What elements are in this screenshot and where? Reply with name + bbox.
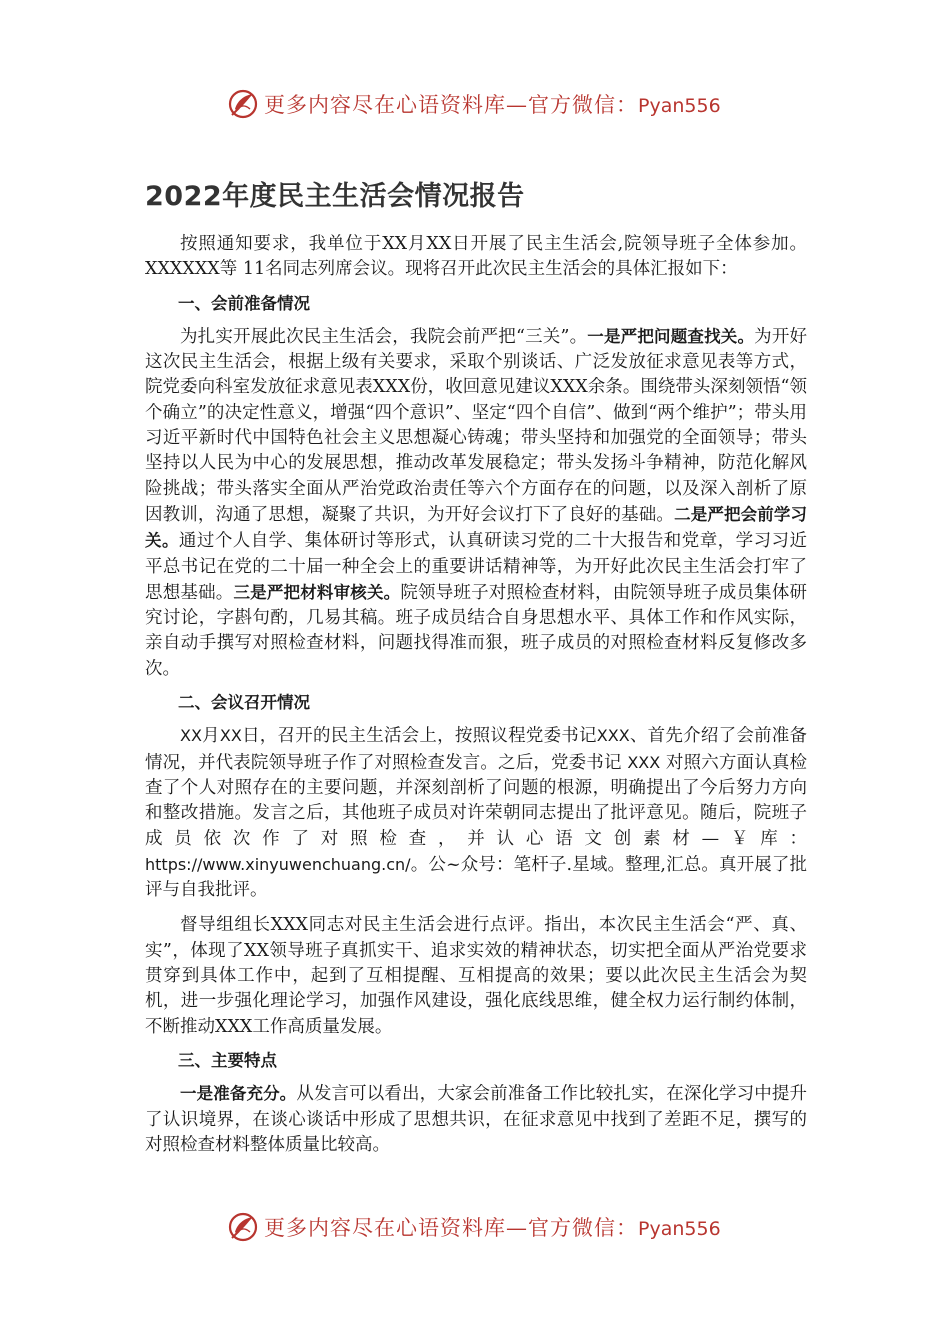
bold-phrase: 二是严把会前学习关。	[145, 504, 808, 551]
section-heading-1: 一、会前准备情况	[178, 293, 310, 313]
section-heading-3: 三、主要特点	[178, 1050, 277, 1070]
watermark-text: 更多内容尽在心语资料库—官方微信：Pyan556	[264, 1216, 721, 1240]
intro-paragraph: 按照通知要求，我单位于XX月XX日开展了民主生活会,院领导班子全体参加。XXXXXX等 11名同志列席会议。现将召开此次民主生活会的具体汇报如下：	[145, 234, 807, 280]
document-body	[145, 232, 807, 1158]
section-3-paragraph-1: 一是准备充分。从发言可以看出，大家会前准备工作比较扎实，在深化学习中提升了认识境界，在谈心谈话中形成了思想共识，在征求意见中找到了差距不足，撰写的对照检查材料整体质量比较高。	[145, 1084, 808, 1155]
bold-phrase: 三是严把材料审核关。	[233, 582, 401, 602]
lotus-logo-icon	[226, 87, 260, 121]
bold-phrase: 一是严把问题查找关。	[587, 326, 755, 346]
section-2-paragraph-2: 督导组组长XXX同志对民主生活会进行点评。指出，本次民主生活会“严、真、实”，体现了XX领导班子真抓实干、追求实效的精神状态，切实把全面从严治党要求贯穿到具体工作中，起到了互相提醒、互相提高的效果；要以此次民主生活会为契机，进一步强化理论学习，加强作风建设，强化底线思维，健全权力运行制约体制，不断推动XXX工作高质量发展。	[145, 915, 807, 1037]
header-watermark-banner	[226, 86, 746, 122]
watermark-text: 更多内容尽在心语资料库—官方微信：Pyan556	[264, 93, 721, 117]
watermark-handle: Pyan556	[638, 1218, 721, 1240]
footer-watermark-banner	[226, 1209, 746, 1245]
section-2-paragraph-1: XX月XX日，召开的民主生活会上，按照议程党委书记XXX、首先介绍了会前准备情况，并代表院领导班子作了对照检查发言。之后，党委书记 XXX 对照六方面认真检查了个人对照存在的主要问题，并深刻剖析了问题的根源，明确提出了今后努力方向和整改措施。发言之后，其他班子成员对许荣朝同志提出了批评意见。随后，院班子成员依次作了对照检查，并认心语文创素材—￥库：https://www.xinyuwenchuang.cn/。公~众号：笔杆子.星域。整理,汇总。真开展了批评与自我批评。	[145, 726, 808, 901]
source-url: https://www.xinyuwenchuang.cn/	[145, 854, 411, 874]
page-title: 2022年度民主生活会情况报告	[145, 181, 525, 212]
section-1-paragraph: 为扎实开展此次民主生活会，我院会前严把“三关”。一是严把问题查找关。为开好这次民主生活会，根据上级有关要求，采取个别谈话、广泛发放征求意见表等方式，院党委向科室发放征求意见表XXX份，收回意见建议XXX余条。围绕带头深刻领悟“领个确立”的决定性意义，增强“四个意识”、坚定“四个自信”、做到“两个维护”；带头用习近平新时代中国特色社会主义思想凝心铸魂；带头坚持和加强党的全面领导；带头坚持以人民为中心的发展思想，推动改革发展稳定；带头发扬斗争精神，防范化解风险挑战；带头落实全面从严治党政治责任等六个方面存在的问题，以及深入剖析了原因教训，沟通了思想，凝聚了共识，为开好会议打下了良好的基础。二是严把会前学习关。通过个人自学、集体研讨等形式，认真研读习党的二十大报告和党章，学习习近平总书记在党的二十届一种全会上的重要讲话精神等，为开好此次民主生活会打牢了思想基础。三是严把材料审核关。院领导班子对照检查材料，由院领导班子成员集体研究讨论，字斟句酌，几易其稿。班子成员结合自身思想水平、具体工作和作风实际，亲自动手撰写对照检查材料，问题找得准而狠，班子成员的对照检查材料反复修改多次。	[145, 326, 808, 679]
section-heading-2: 二、会议召开情况	[178, 693, 310, 713]
bold-phrase: 一是准备充分。	[180, 1084, 297, 1104]
watermark-handle: Pyan556	[638, 95, 721, 117]
lotus-logo-icon	[226, 1210, 260, 1244]
